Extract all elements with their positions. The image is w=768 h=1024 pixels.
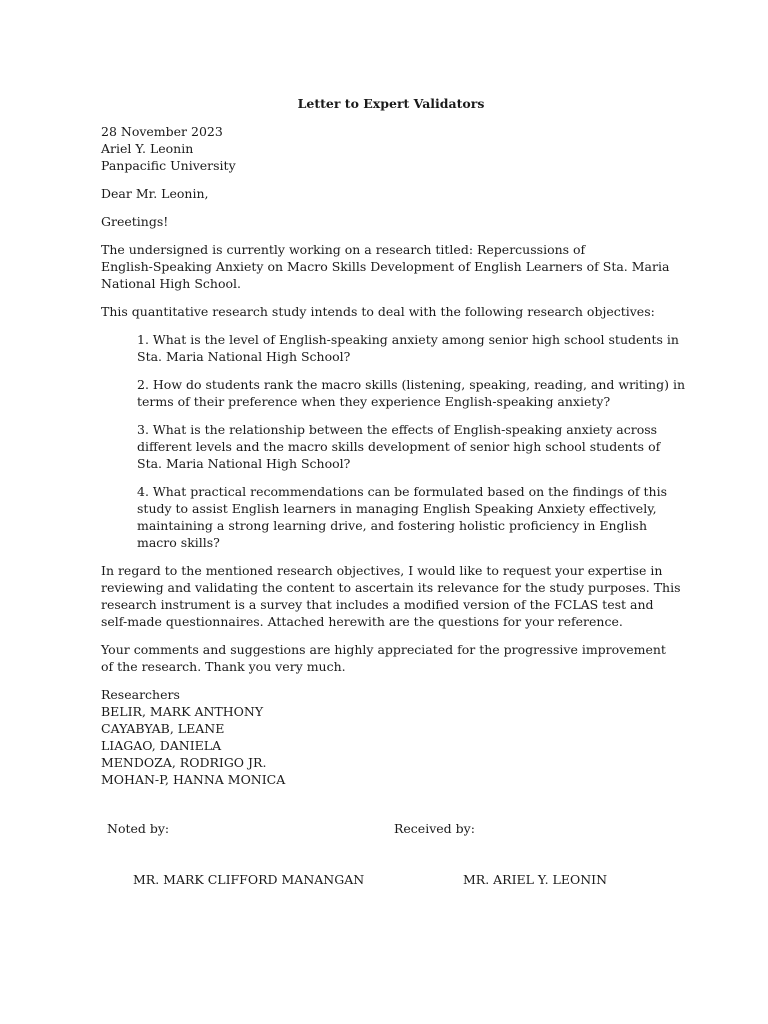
closing-line: of the research. Thank you very much. [101, 659, 346, 674]
salutation [101, 185, 681, 202]
objective-item [137, 483, 681, 551]
request-line: self-made questionnaires. Attached herewith are the questions for your reference. [101, 614, 623, 629]
objectives-intro-text: This quantitative research study intends to deal with the following research objectives: [101, 304, 655, 319]
objective-line: 1. What is the level of English-speaking anxiety among senior high school students in [137, 332, 679, 347]
objectives-list [137, 331, 686, 551]
closing-paragraph [101, 641, 681, 675]
objective-line: 2. How do students rank the macro skills (listening, speaking, reading, and writing) in [137, 377, 686, 392]
objective-item [137, 376, 686, 410]
objective-line: maintaining a strong learning drive, and fostering holistic proficiency in English [137, 518, 647, 533]
objective-line: different levels and the macro skills development of senior high school students of [137, 439, 661, 454]
request-line: research instrument is a survey that includes a modified version of the FCLAS test and [101, 597, 654, 612]
noted-by-label: Noted by: [107, 821, 170, 836]
objective-line: study to assist English learners in managing English Speaking Anxiety effectively, [137, 501, 657, 516]
researcher-name: MENDOZA, RODRIGO JR. [101, 755, 267, 770]
request-line: reviewing and validating the content to ascertain its relevance for the study purposes. This [101, 580, 681, 595]
intro-line: English-Speaking Anxiety on Macro Skills Development of English Learners of Sta. Maria [101, 259, 670, 274]
request-line: In regard to the mentioned research objectives, I would like to request your expertise in [101, 563, 663, 578]
noted-by-name: MR. MARK CLIFFORD MANANGAN [133, 872, 365, 887]
request-paragraph [101, 562, 681, 630]
greeting [101, 213, 681, 230]
letter-date: 28 November 2023 [101, 124, 223, 139]
recipient-name: Ariel Y. Leonin [101, 141, 194, 156]
objective-line: macro skills? [137, 535, 220, 550]
objective-item [137, 331, 681, 365]
objective-line: 4. What practical recommendations can be formulated based on the findings of this [137, 484, 668, 499]
researcher-name: BELIR, MARK ANTHONY [101, 704, 264, 719]
objective-line: 3. What is the relationship between the effects of English-speaking anxiety across [137, 422, 658, 437]
intro-line: National High School. [101, 276, 241, 291]
objective-line: terms of their preference when they experience English-speaking anxiety? [137, 394, 611, 409]
recipient-organization: Panpacific University [101, 158, 236, 173]
received-by-label: Received by: [394, 821, 475, 836]
greeting-text: Greetings! [101, 214, 169, 229]
objective-line: Sta. Maria National High School? [137, 349, 351, 364]
received-by-name: MR. ARIEL Y. LEONIN [463, 872, 608, 887]
intro-line: The undersigned is currently working on a research titled: Repercussions of [101, 242, 586, 257]
objective-item [137, 421, 681, 472]
letter-title: Letter to Expert Validators [297, 96, 485, 111]
researcher-name: MOHAN-P, HANNA MONICA [101, 772, 286, 787]
closing-line: Your comments and suggestions are highly appreciated for the progressive improvement [101, 642, 666, 657]
intro-paragraph [101, 241, 681, 292]
salutation-text: Dear Mr. Leonin, [101, 186, 209, 201]
researcher-name: LIAGAO, DANIELA [101, 738, 222, 753]
researcher-name: CAYABYAB, LEANE [101, 721, 225, 736]
letter-body [101, 95, 686, 799]
researchers-block [101, 686, 681, 788]
researchers-label: Researchers [101, 687, 180, 702]
objectives-intro [101, 303, 681, 320]
recipient-block [101, 123, 681, 174]
objective-line: Sta. Maria National High School? [137, 456, 351, 471]
